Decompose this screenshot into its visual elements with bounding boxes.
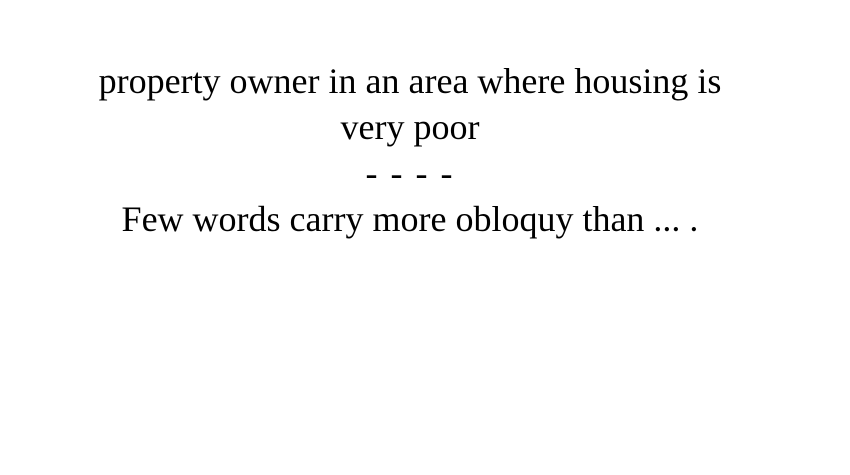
example-sentence: Few words carry more obloquy than ... .	[121, 199, 699, 239]
definition-line-2: very poor	[340, 107, 480, 147]
separator: - - - -	[365, 153, 455, 193]
definition-line-1: property owner in an area where housing is	[98, 61, 722, 101]
card-text-block	[40, 58, 780, 242]
